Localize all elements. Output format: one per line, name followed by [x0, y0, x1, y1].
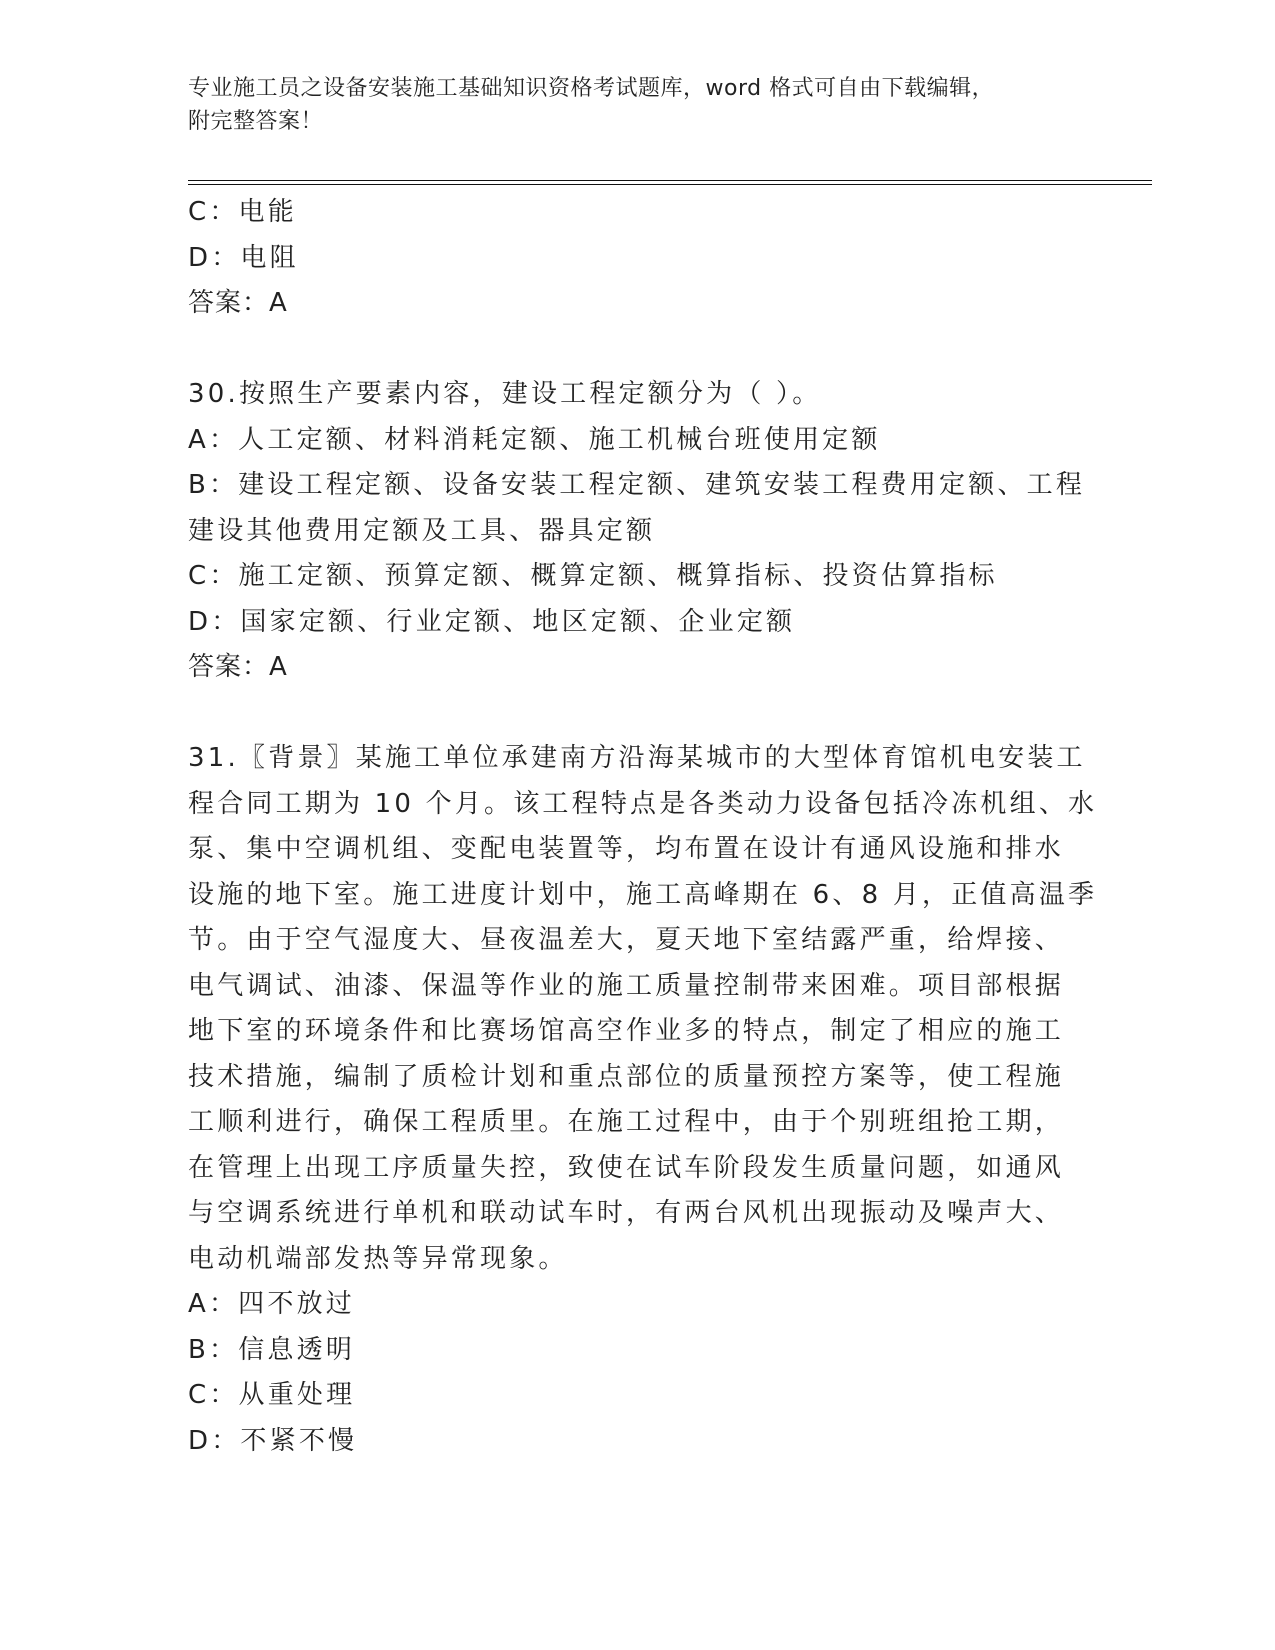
q31-stem-line: 程合同工期为 10 个月。该工程特点是各类动力设备包括冷冻机组、水 [188, 788, 1098, 819]
q31-stem-line: 地下室的环境条件和比赛场馆高空作业多的特点，制定了相应的施工 [188, 1016, 1065, 1046]
q31-stem-line: 技术措施，编制了质检计划和重点部位的质量预控方案等，使工程施 [188, 1061, 1065, 1092]
q30-stem: 30.按照生产要素内容，建设工程定额分为（ ）。 [188, 379, 822, 409]
q31-option-b: B：信息透明 [188, 1334, 356, 1365]
q31-option-a: A：四不放过 [188, 1289, 355, 1319]
q30-option-b-line-1: B：建设工程定额、设备安装工程定额、建筑安装工程费用定额、工程 [188, 470, 1086, 500]
header-line-2: 附完整答案！ [188, 109, 324, 134]
q30-option-d: D：国家定额、行业定额、地区定额、企业定额 [188, 606, 796, 637]
prev-option-c: C：电能 [188, 197, 297, 227]
spacer [188, 327, 1068, 373]
question-content [188, 190, 1098, 1464]
q30-answer: 答案：A [188, 652, 288, 682]
prev-option-d: D：电阻 [188, 242, 299, 273]
q31-stem-line: 设施的地下室。施工进度计划中，施工高峰期在 6、8 月，正值高温季 [188, 879, 1098, 910]
q31-option-d: D：不紧不慢 [188, 1425, 358, 1456]
q30-option-c: C：施工定额、预算定额、概算定额、概算指标、投资估算指标 [188, 561, 998, 591]
spacer [188, 691, 1068, 737]
q31-stem-line: 电动机端部发热等异常现象。 [188, 1243, 568, 1274]
q30-option-a: A：人工定额、材料消耗定额、施工机械台班使用定额 [188, 424, 881, 455]
q30-option-b-line-2: 建设其他费用定额及工具、器具定额 [188, 515, 656, 546]
q31-stem-line: 与空调系统进行单机和联动试车时，有两台风机出现振动及噪声大、 [188, 1198, 1065, 1228]
q31-stem-line: 31.〖背景〗某施工单位承建南方沿海某城市的大型体育馆机电安装工 [188, 743, 1086, 773]
prev-answer: 答案：A [188, 288, 288, 318]
document-header [188, 72, 1088, 138]
q31-stem-line: 电气调试、油漆、保温等作业的施工质量控制带来困难。项目部根据 [188, 970, 1065, 1001]
q31-stem-line: 在管理上出现工序质量失控，致使在试车阶段发生质量问题，如通风 [188, 1152, 1065, 1183]
header-divider-bottom [188, 184, 1152, 185]
header-divider-top [188, 180, 1152, 181]
q31-stem-line: 节。由于空气湿度大、昼夜温差大，夏天地下室结露严重，给焊接、 [188, 925, 1065, 955]
header-line-1: 专业施工员之设备安装施工基础知识资格考试题库，word 格式可自由下载编辑， [188, 76, 995, 101]
q31-option-c: C：从重处理 [188, 1380, 356, 1410]
q31-stem-line: 工顺利进行，确保工程质里。在施工过程中，由于个别班组抢工期， [188, 1107, 1065, 1137]
q31-stem-line: 泵、集中空调机组、变配电装置等，均布置在设计有通风设施和排水 [188, 834, 1065, 864]
